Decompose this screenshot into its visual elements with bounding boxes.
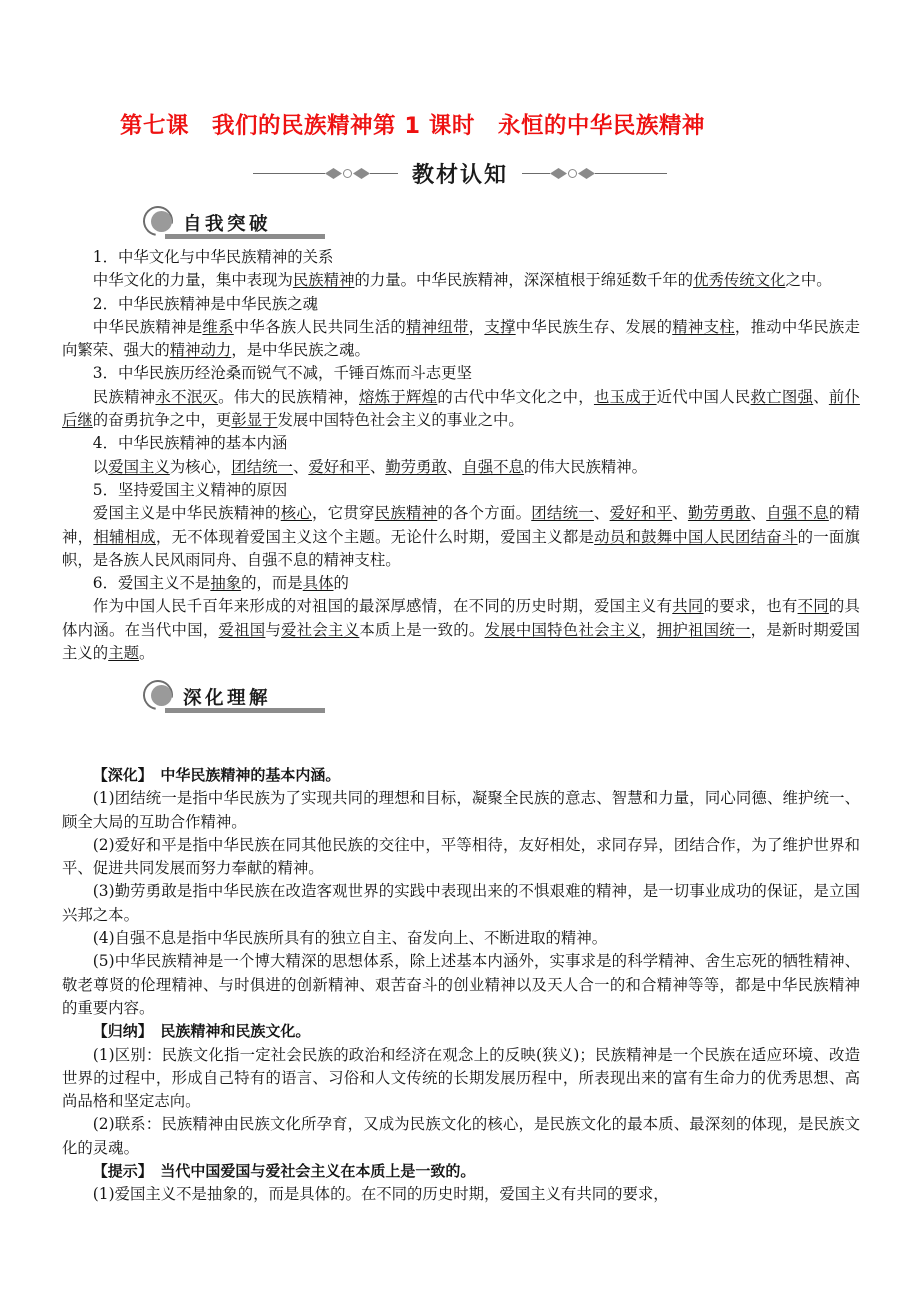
plain-text: ，推动中华民族走向繁荣、强大的	[62, 317, 860, 360]
divider-line-left	[253, 173, 325, 175]
plain-text: 6．爱国主义不是	[92, 574, 211, 593]
item-heading: 3．中华民族历经沧桑而锐气不减，千锤百炼而斗志更坚	[92, 364, 472, 383]
plain-text: 的奋勇抗争之中，更	[92, 411, 232, 430]
group-title: 当代中国爱国与爱社会主义在本质上是一致的。	[145, 1162, 476, 1181]
underlined-text: 爱祖国	[218, 620, 266, 639]
divider-line-right	[595, 173, 667, 175]
underlined-text: 维系	[202, 317, 234, 336]
group-label: 【归纳】	[92, 1022, 146, 1041]
group-heading	[62, 764, 860, 787]
underlined-text: 相辅相成	[93, 527, 156, 546]
plain-text: ，是中华民族之魂。	[231, 341, 370, 360]
plain-text: ，无不体现着爱国主义这个主题。无论什么时期，爱国主义都是	[155, 527, 595, 546]
underlined-text: 永不泯灭	[155, 387, 219, 406]
item-body	[62, 269, 860, 292]
diamond-icon	[353, 168, 370, 179]
group-point: (5)中华民族精神是一个博大精深的思想体系，除上述基本内涵外，实事求是的科学精神、舍生忘死的牺牲精神、敬老尊贤的伦理精神、与时俱进的创新精神、艰苦奋斗的创业精神以及天人合一的和合精神等等，都是中华民族精神的重要内容。	[62, 952, 860, 1017]
underlined-text: 熔炼于辉煌	[359, 387, 438, 406]
diamond-icon	[550, 168, 567, 179]
plain-text: 的要求，也有	[703, 597, 798, 616]
heading-label: 深化理解	[183, 688, 272, 709]
plain-text: 。伟大的民族精神，	[218, 387, 360, 406]
underlined-text: 爱国主义	[108, 457, 170, 476]
plain-text: 民族精神	[92, 387, 156, 406]
plain-text: 中华各族人民共同生活的	[233, 317, 407, 336]
underlined-text: 自强不息	[766, 504, 829, 523]
ornament-right	[522, 168, 667, 179]
underlined-text: 发展中国特色社会主义	[484, 620, 642, 639]
item-heading: 4．中华民族精神的基本内涵	[92, 434, 288, 453]
plain-text: 与	[265, 620, 282, 639]
underlined-text: 也玉成于	[593, 387, 657, 406]
plain-text: 中华民族精神是	[92, 317, 203, 336]
plain-text: 的古代中华文化之中，	[437, 387, 594, 406]
plain-text: 作为中国人民千百年来形成的对祖国的最深厚感情，在不同的历史时期，爱国主义有	[92, 597, 673, 616]
plain-text: 中华民族生存、发展的	[515, 317, 673, 336]
underlined-text: 爱好和平	[308, 457, 370, 476]
dot-icon	[568, 169, 577, 178]
underlined-text: 不同	[797, 597, 829, 616]
plain-text: ，它贯穿	[312, 504, 375, 523]
section-textbook-cognition	[62, 246, 860, 665]
underlined-text: 具体	[302, 574, 334, 593]
ornament-left	[253, 168, 398, 179]
item-body	[62, 386, 860, 433]
plain-text: 、	[593, 504, 610, 523]
plain-text: 、	[292, 457, 309, 476]
plain-text: 为核心，	[169, 457, 232, 476]
plain-text: 、	[369, 457, 386, 476]
heading-deepen-understanding	[143, 680, 271, 714]
underlined-text: 动员和鼓舞中国人民团结奋斗	[594, 527, 798, 546]
underlined-text: 救亡图强	[750, 387, 814, 406]
plain-text: 的各个方面。	[437, 504, 532, 523]
group-point: (1)区别：民族文化指一定社会民族的政治和经济在观念上的反映(狭义)；民族精神是一个民族在适应环境、改造世界的过程中，形成自己特有的语言、习俗和人文传统的长期发展历程中，所表现出来的富有生命力的优秀思想、高尚品格和坚定志向。	[62, 1045, 860, 1111]
plain-text: 本质上是一致的。	[359, 620, 485, 639]
item-heading: 5．坚持爱国主义精神的原因	[92, 480, 288, 499]
plain-text: ，	[468, 317, 485, 336]
underlined-text: 自强不息	[462, 457, 524, 476]
underlined-text: 民族精神	[374, 504, 438, 523]
underlined-text: 团结统一	[231, 457, 293, 476]
underlined-text: 精神纽带	[406, 317, 469, 336]
group-point: (1)团结统一是指中华民族为了实现共同的理想和目标，凝聚全民族的意志、智慧和力量，同心同德、维护统一、顾全大局的互助合作精神。	[62, 789, 860, 831]
plain-text: 、	[813, 387, 829, 406]
plain-text: 、	[750, 504, 767, 523]
underlined-text: 彰显于	[231, 411, 278, 430]
heading-self-breakthrough	[143, 206, 271, 240]
section-deepen-content	[62, 764, 860, 1207]
plain-text: 爱国主义是中华民族精神的	[92, 504, 281, 523]
item-body	[62, 502, 860, 572]
underlined-text: 拥护祖国统一	[656, 620, 751, 639]
plain-text: 、	[446, 457, 463, 476]
item-body	[62, 456, 860, 479]
underlined-text: 精神动力	[169, 341, 232, 360]
underlined-text: 支撑	[484, 317, 516, 336]
item-body	[62, 595, 860, 665]
group-point: (3)勤劳勇敢是指中华民族在改造客观世界的实践中表现出来的不惧艰难的精神，是一切事业成功的保证，是立国兴邦之本。	[62, 882, 860, 924]
group-heading	[62, 1020, 860, 1043]
group-label: 【提示】	[92, 1162, 146, 1181]
plain-text: 的精神，	[62, 504, 860, 546]
section-divider	[0, 158, 920, 189]
underlined-text: 核心	[280, 504, 313, 523]
underlined-text: 前仆后继	[62, 387, 860, 430]
plain-text: 发展中国特色社会主义的事业之中。	[277, 411, 524, 430]
diamond-icon	[325, 168, 342, 179]
plain-text: 的一面旗帜，是各族人民风雨同舟、自强不息的精神支柱。	[62, 527, 860, 569]
plain-text: 。	[138, 644, 155, 663]
plain-text: 中华文化的力量，集中表现为	[92, 271, 293, 290]
plain-text: 的具体内涵。在当代中国，	[62, 597, 860, 639]
group-point: (4)自强不息是指中华民族所具有的独立自主、奋发向上、不断进取的精神。	[92, 929, 608, 948]
diamond-icon	[578, 168, 595, 179]
heading-label: 自我突破	[183, 214, 272, 235]
plain-text: 的，而是	[241, 574, 303, 593]
underlined-text: 优秀传统文化	[693, 271, 786, 290]
item-heading: 2．中华民族精神是中华民族之魂	[92, 294, 319, 313]
plain-text: 、	[672, 504, 688, 523]
section-divider-label: 教材认知	[411, 163, 508, 188]
underlined-text: 团结统一	[531, 504, 594, 523]
underlined-text: 精神支柱	[672, 317, 735, 336]
underlined-text: 主题	[108, 644, 139, 663]
plain-text: 以	[92, 457, 109, 476]
plain-text: 近代中国人民	[656, 387, 751, 406]
plain-text: ，	[641, 620, 657, 639]
plain-text: 的	[333, 574, 349, 593]
group-point: (2)联系：民族精神由民族文化所孕育，又成为民族文化的核心，是民族文化的最本质、最深刻的体现，是民族文化的灵魂。	[62, 1115, 860, 1157]
group-label: 【深化】	[92, 766, 146, 784]
underlined-text: 抽象	[210, 574, 242, 593]
plain-text: 的力量。中华民族精神，深深植根于绵延数千年的	[354, 271, 694, 290]
underlined-text: 勤劳勇敢	[687, 504, 751, 523]
dot-icon	[343, 169, 352, 178]
group-title: 中华民族精神的基本内涵。	[145, 766, 341, 784]
underlined-text: 爱好和平	[609, 504, 673, 523]
group-title: 民族精神和民族文化。	[145, 1022, 311, 1041]
underlined-text: 民族精神	[292, 271, 355, 290]
item-body	[62, 316, 860, 363]
page-title: 第七课 我们的民族精神第 1 课时 永恒的中华民族精神	[120, 113, 705, 139]
group-point: (2)爱好和平是指中华民族在同其他民族的交往中，平等相待，友好相处，求同存异，团结合作，为了维护世界和平、促进共同发展而努力奉献的精神。	[62, 835, 860, 878]
item-heading: 1．中华文化与中华民族精神的关系	[92, 248, 334, 266]
plain-text: 之中。	[785, 271, 832, 290]
underlined-text: 共同	[672, 597, 704, 616]
underlined-text: 爱社会主义	[281, 620, 360, 639]
plain-text: 的伟大民族精神。	[523, 457, 648, 476]
group-point: (1)爱国主义不是抽象的，而是具体的。在不同的历史时期，爱国主义有共同的要求，	[92, 1185, 669, 1204]
divider-line-right-inner	[522, 173, 550, 175]
group-heading	[62, 1160, 860, 1183]
underlined-text: 勤劳勇敢	[385, 457, 447, 476]
item-heading	[62, 572, 860, 595]
plain-text: ，是新时期爱国主义的	[62, 620, 860, 663]
divider-line-left-inner	[370, 173, 398, 175]
